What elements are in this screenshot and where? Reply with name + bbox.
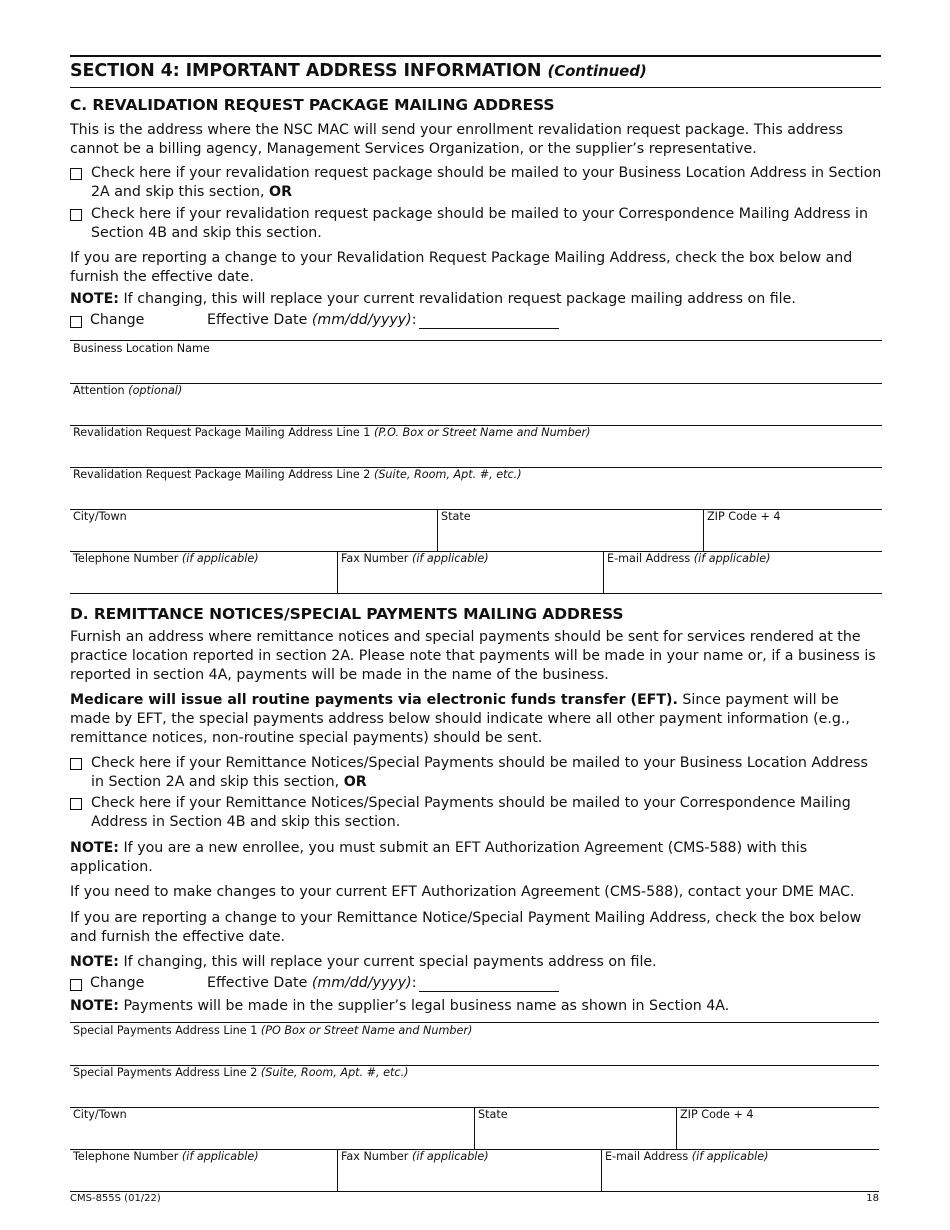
part-d-intro: Furnish an address where remittance notices and special payments should be sent for services rendered at the practice location reported in section 2A. Please note that payments will be made in your name or, if a business is reported in section 4A, payments will be made in the name of the business.	[70, 629, 876, 683]
zip-field[interactable]: ZIP Code + 4	[676, 1107, 880, 1149]
part-d-eft-change: If you need to make changes to your current EFT Authorization Agreement (CMS-588), contact your DME MAC.	[70, 884, 855, 900]
state-field[interactable]: State	[474, 1107, 677, 1149]
part-c-option-correspondence[interactable]: Check here if your revalidation request package should be mailed to your Correspondence Mailing Address in Section 4B and skip this section.	[70, 205, 882, 243]
part-d-change-row	[70, 975, 670, 995]
city-field[interactable]: City/Town	[73, 1108, 127, 1121]
part-c-heading: C. REVALIDATION REQUEST PACKAGE MAILING ADDRESS	[70, 96, 555, 114]
fax-field[interactable]: Fax Number (if applicable)	[337, 551, 604, 593]
section-title: SECTION 4: IMPORTANT ADDRESS INFORMATION (Continued)	[70, 61, 647, 81]
address-line-2-row	[70, 467, 882, 510]
checkbox[interactable]	[70, 209, 82, 221]
city-state-zip-row	[70, 509, 882, 552]
fax-field[interactable]: Fax Number (if applicable)	[337, 1149, 602, 1191]
email-field[interactable]: E-mail Address (if applicable)	[601, 1149, 880, 1191]
checkbox[interactable]	[70, 758, 82, 770]
special-payments-line-2-row	[70, 1065, 879, 1108]
effective-date-field[interactable]	[419, 991, 559, 992]
special-payments-line-2-field[interactable]: Special Payments Address Line 2 (Suite, Room, Apt. #, etc.)	[73, 1066, 409, 1079]
contact-row	[70, 1149, 879, 1192]
form-page	[70, 0, 881, 1230]
special-payments-line-1-row	[70, 1023, 879, 1066]
part-d-note-change: NOTE: If changing, this will replace your current special payments address on file.	[70, 954, 657, 970]
checkbox[interactable]	[70, 168, 82, 180]
city-state-zip-row	[70, 1107, 879, 1150]
section-header	[70, 55, 881, 88]
part-d-option-correspondence[interactable]: Check here if your Remittance Notices/Special Payments should be mailed to your Correspondence Mailing Address in Section 4B and skip this section.	[70, 794, 882, 832]
change-label: Change	[90, 975, 145, 991]
address-line-1-row	[70, 425, 882, 468]
part-c-change-row	[70, 312, 670, 332]
effective-date-field[interactable]	[419, 328, 559, 329]
address-line-2-field[interactable]: Revalidation Request Package Mailing Address Line 2 (Suite, Room, Apt. #, etc.)	[73, 468, 522, 481]
part-c-change-instructions: If you are reporting a change to your Revalidation Request Package Mailing Address, check the box below and furnish the effective date.	[70, 250, 853, 285]
page-number: 18	[866, 1193, 879, 1204]
part-d-note-legal-name: NOTE: Payments will be made in the supplier’s legal business name as shown in Section 4A.	[70, 998, 730, 1014]
effective-date-label: Effective Date (mm/dd/yyyy):	[207, 975, 417, 991]
address-line-1-field[interactable]: Revalidation Request Package Mailing Address Line 1 (P.O. Box or Street Name and Number)	[73, 426, 591, 439]
change-checkbox[interactable]	[70, 979, 82, 991]
telephone-field[interactable]: Telephone Number (if applicable)	[73, 552, 259, 565]
checkbox[interactable]	[70, 798, 82, 810]
email-field[interactable]: E-mail Address (if applicable)	[603, 551, 883, 593]
effective-date-label: Effective Date (mm/dd/yyyy):	[207, 312, 417, 328]
change-label: Change	[90, 312, 145, 328]
part-c-note: NOTE: If changing, this will replace your current revalidation request package mailing address on file.	[70, 291, 796, 307]
part-c-option-business-location[interactable]: Check here if your revalidation request package should be mailed to your Business Location Address in Section 2A and skip this section, OR	[70, 164, 882, 202]
state-field[interactable]: State	[437, 509, 704, 551]
form-identifier: CMS-855S (01/22)	[70, 1193, 161, 1204]
business-location-name-row	[70, 341, 882, 384]
part-c-address-form	[70, 340, 882, 593]
contact-row	[70, 551, 882, 594]
part-c-intro: This is the address where the NSC MAC will send your enrollment revalidation request package. This address cannot be a billing agency, Management Services Organization, or the supplier’s representative.	[70, 122, 844, 157]
part-d-address-form	[70, 1022, 879, 1191]
part-d-change-instructions: If you are reporting a change to your Remittance Notice/Special Payment Mailing Address, check the box below and furnish the effective date.	[70, 910, 862, 945]
attention-field[interactable]: Attention (optional)	[73, 384, 183, 397]
city-field[interactable]: City/Town	[73, 510, 127, 523]
attention-row	[70, 383, 882, 426]
telephone-field[interactable]: Telephone Number (if applicable)	[73, 1150, 259, 1163]
change-checkbox[interactable]	[70, 316, 82, 328]
part-d-eft-paragraph: Medicare will issue all routine payments via electronic funds transfer (EFT). Since payment will be made by EFT, the special payments address below should indicate where all other payment information (e.g., remittance notices, non-routine special payments) should be sent.	[70, 692, 850, 746]
zip-field[interactable]: ZIP Code + 4	[703, 509, 883, 551]
part-d-option-business-location[interactable]: Check here if your Remittance Notices/Special Payments should be mailed to your Business Location Address in Section 2A and skip this section, OR	[70, 754, 882, 792]
section-title-suffix: (Continued)	[547, 62, 647, 80]
part-d-note-new-enrollee: NOTE: If you are a new enrollee, you must submit an EFT Authorization Agreement (CMS-588) with this application.	[70, 840, 808, 875]
business-location-name-field[interactable]: Business Location Name	[73, 342, 210, 355]
special-payments-line-1-field[interactable]: Special Payments Address Line 1 (PO Box or Street Name and Number)	[73, 1024, 473, 1037]
part-d-heading: D. REMITTANCE NOTICES/SPECIAL PAYMENTS MAILING ADDRESS	[70, 605, 624, 623]
